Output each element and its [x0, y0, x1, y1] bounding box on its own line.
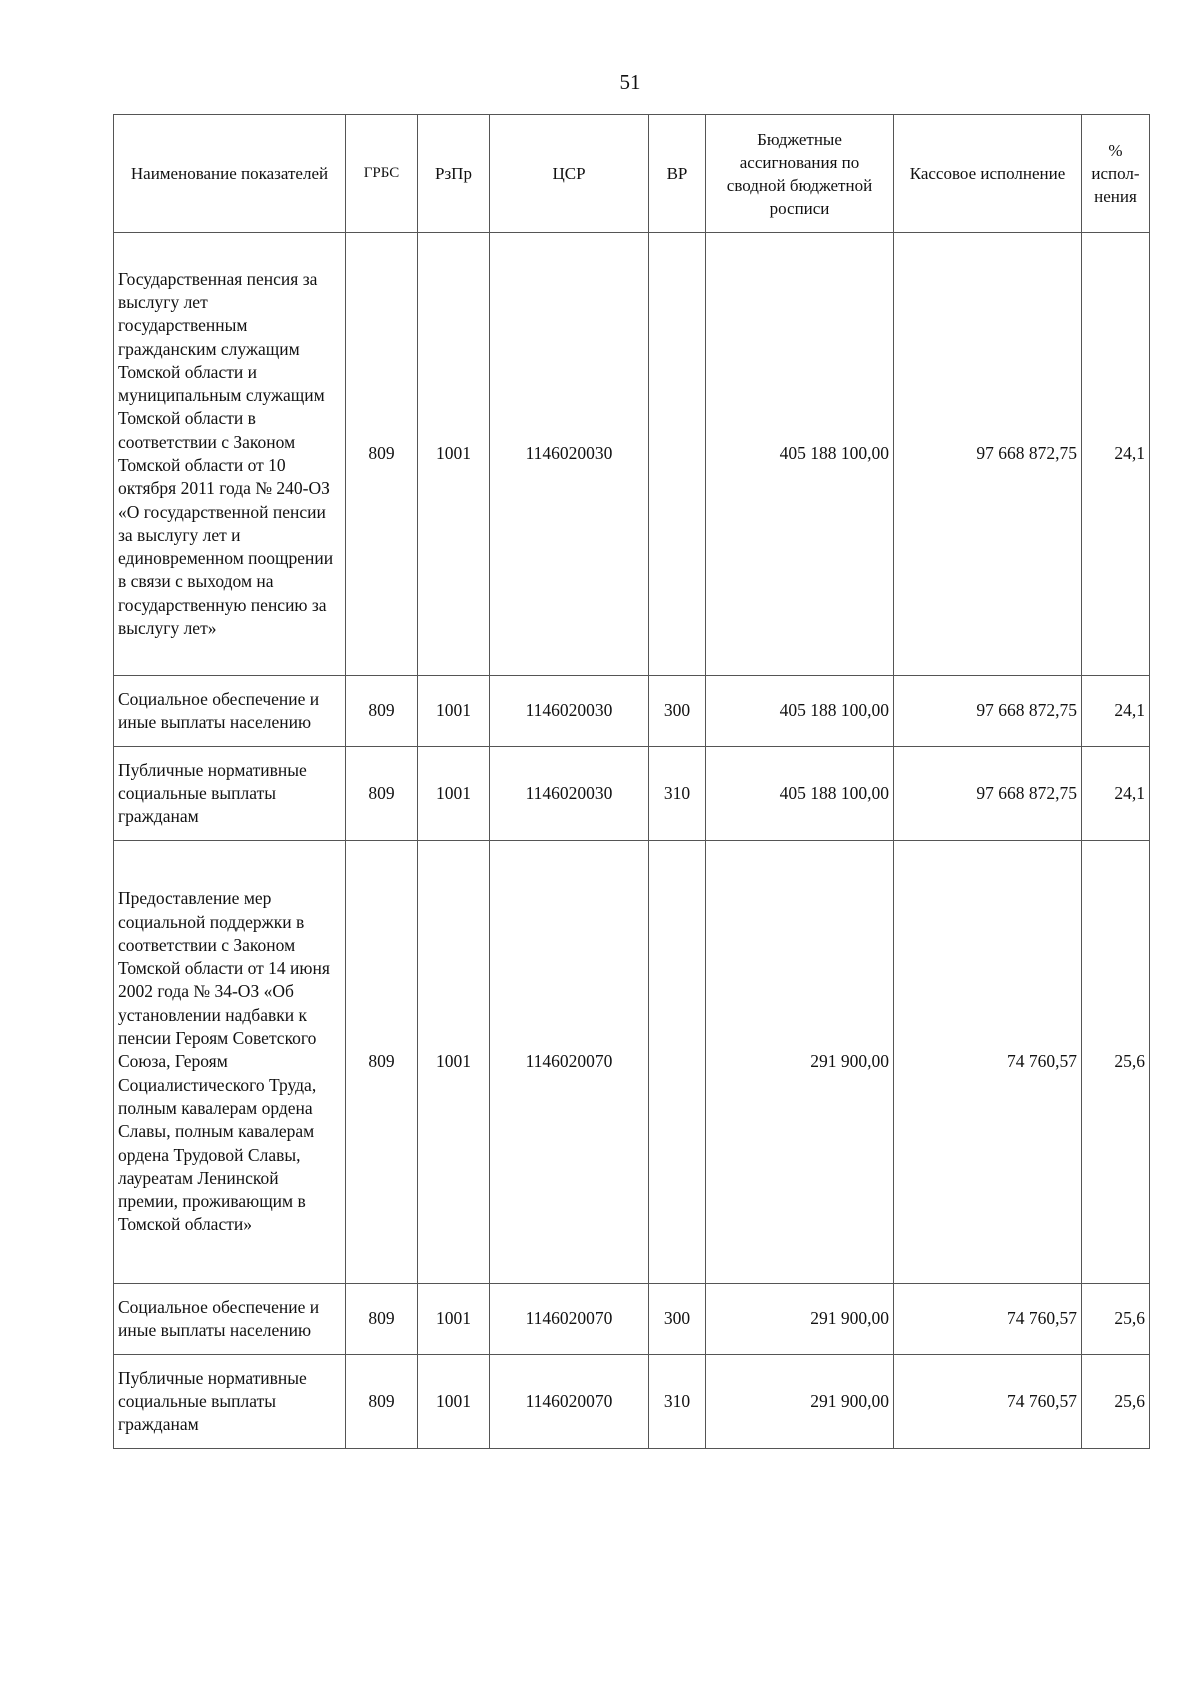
row-pct: 24,1 [1082, 747, 1150, 841]
row-csr: 1146020070 [490, 1284, 649, 1355]
row-vr: 300 [649, 676, 706, 747]
row-grbs: 809 [346, 676, 418, 747]
row-pct: 25,6 [1082, 841, 1150, 1284]
row-vr: 310 [649, 747, 706, 841]
row-grbs: 809 [346, 1284, 418, 1355]
row-rzpr: 1001 [418, 233, 490, 676]
row-cash: 74 760,57 [894, 841, 1082, 1284]
table-row [114, 841, 1150, 1284]
row-grbs: 809 [346, 1355, 418, 1449]
row-pct: 24,1 [1082, 233, 1150, 676]
row-cash: 74 760,57 [894, 1284, 1082, 1355]
header-pct: % испол-нения [1082, 115, 1150, 233]
row-budget: 405 188 100,00 [706, 676, 894, 747]
row-cash: 97 668 872,75 [894, 676, 1082, 747]
header-rzpr: РзПр [418, 115, 490, 233]
row-rzpr: 1001 [418, 747, 490, 841]
row-csr: 1146020030 [490, 676, 649, 747]
header-vr: ВР [649, 115, 706, 233]
row-csr: 1146020030 [490, 233, 649, 676]
row-rzpr: 1001 [418, 841, 490, 1284]
row-vr: 300 [649, 1284, 706, 1355]
row-vr: 310 [649, 1355, 706, 1449]
row-name: Социальное обеспечение и иные выплаты населению [114, 676, 346, 747]
row-cash: 97 668 872,75 [894, 233, 1082, 676]
row-rzpr: 1001 [418, 1355, 490, 1449]
header-grbs: ГРБС [346, 115, 418, 233]
row-name: Публичные нормативные социальные выплаты гражданам [114, 1355, 346, 1449]
row-name: Социальное обеспечение и иные выплаты населению [114, 1284, 346, 1355]
row-budget: 405 188 100,00 [706, 747, 894, 841]
row-grbs: 809 [346, 747, 418, 841]
row-cash: 97 668 872,75 [894, 747, 1082, 841]
header-cash: Кассовое исполнение [894, 115, 1082, 233]
page-number: 51 [619, 70, 641, 94]
table-row [114, 676, 1150, 747]
table-row [114, 747, 1150, 841]
row-name: Предоставление мер социальной поддержки в соответствии с Законом Томской области от 14 июня 2002 года № 34-ОЗ «Об установлении надбавки к пенсии Героям Советского Союза, Героям Социалистического Труда, полным кавалерам ордена Славы, полным кавалерам ордена Трудовой Славы, лауреатам Ленинской премии, проживающим в Томской области» [114, 841, 346, 1284]
header-budget: Бюджетные ассигнования по сводной бюджетной росписи [706, 115, 894, 233]
row-csr: 1146020030 [490, 747, 649, 841]
row-vr [649, 233, 706, 676]
header-name: Наименование показателей [114, 115, 346, 233]
row-pct: 25,6 [1082, 1355, 1150, 1449]
table-row [114, 1355, 1150, 1449]
row-pct: 24,1 [1082, 676, 1150, 747]
table-row [114, 233, 1150, 676]
row-grbs: 809 [346, 841, 418, 1284]
budget-execution-table [113, 114, 1150, 1449]
row-budget: 291 900,00 [706, 1284, 894, 1355]
row-cash: 74 760,57 [894, 1355, 1082, 1449]
row-name: Государственная пенсия за выслугу лет государственным гражданским служащим Томской области и муниципальным служащим Томской области в соответствии с Законом Томской области от 10 октября 2011 года № 240-ОЗ «О государственной пенсии за выслугу лет и единовременном поощрении в связи с выходом на государственную пенсию за выслугу лет» [114, 233, 346, 676]
row-rzpr: 1001 [418, 676, 490, 747]
header-csr: ЦСР [490, 115, 649, 233]
row-rzpr: 1001 [418, 1284, 490, 1355]
row-budget: 291 900,00 [706, 1355, 894, 1449]
row-grbs: 809 [346, 233, 418, 676]
row-csr: 1146020070 [490, 1355, 649, 1449]
table-row [114, 1284, 1150, 1355]
row-name: Публичные нормативные социальные выплаты гражданам [114, 747, 346, 841]
row-budget: 291 900,00 [706, 841, 894, 1284]
row-csr: 1146020070 [490, 841, 649, 1284]
row-pct: 25,6 [1082, 1284, 1150, 1355]
row-budget: 405 188 100,00 [706, 233, 894, 676]
row-vr [649, 841, 706, 1284]
header-row [114, 115, 1150, 233]
